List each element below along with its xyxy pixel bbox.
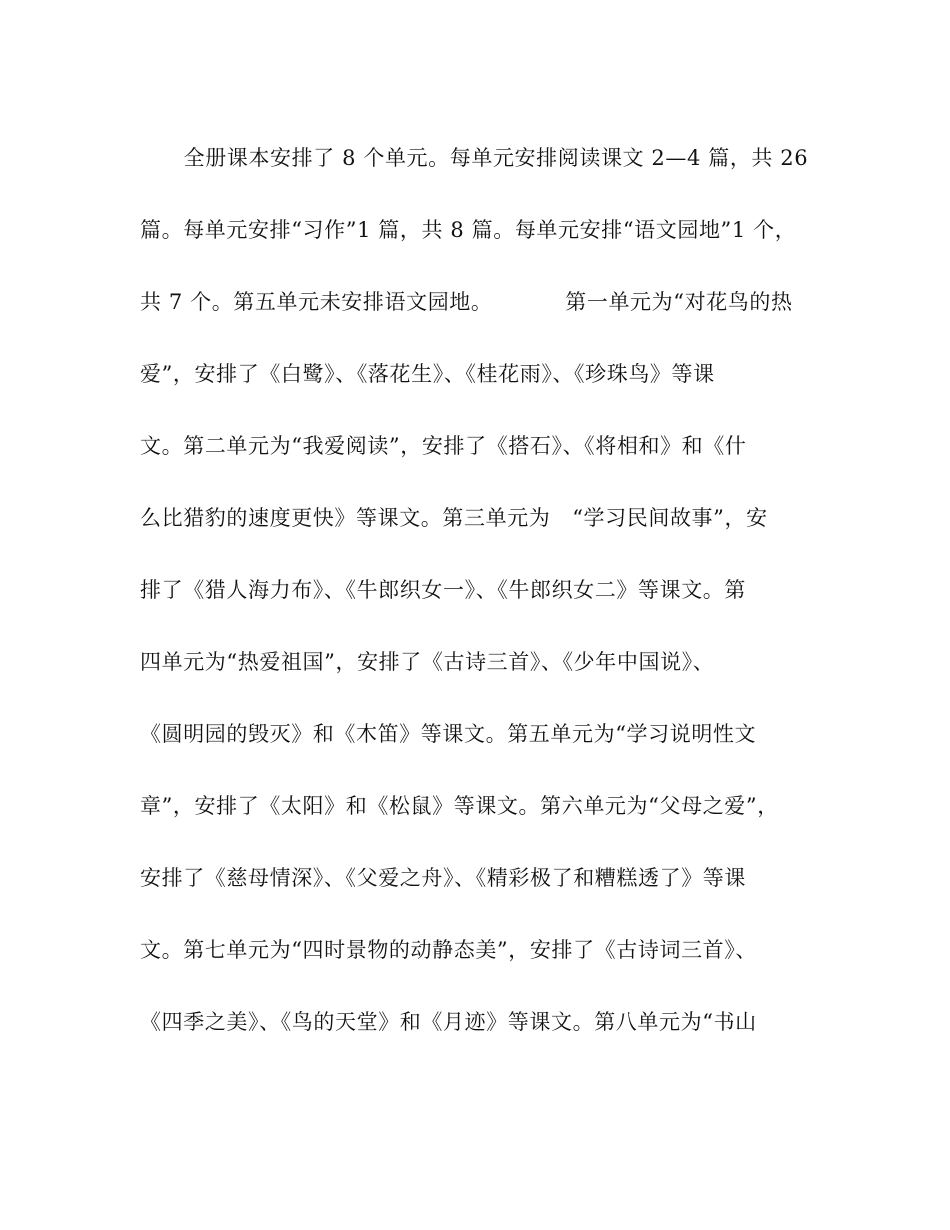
text-line-2: 篇。每单元安排“习作”1 篇，共 8 篇。每单元安排“语文园地”1 个， xyxy=(140,218,797,242)
text-line-12: 文。第七单元为“四时景物的动静态美”，安排了《古诗词三首》、 xyxy=(140,938,757,962)
text-line-5: 文。第二单元为“我爱阅读”，安排了《搭石》、《将相和》和《什 xyxy=(140,434,747,458)
text-line-1: 全册课本安排了 8 个单元。每单元安排阅读课文 2—4 篇，共 26 xyxy=(140,146,809,170)
text-line-10: 章”，安排了《太阳》和《松鼠》等课文。第六单元为“父母之爱”， xyxy=(140,794,779,818)
text-line-13: 《四季之美》、《鸟的天堂》和《月迹》等课文。第八单元为“书山 xyxy=(140,1010,757,1034)
text-line-3: 共 7 个。第五单元未安排语文园地。 第一单元为“对花鸟的热 xyxy=(140,290,793,314)
text-line-6: 么比猎豹的速度更快》等课文。第三单元为 “学习民间故事”，安 xyxy=(140,506,768,530)
text-line-11: 安排了《慈母情深》、《父爱之舟》、《精彩极了和糟糕透了》等课 xyxy=(140,866,746,890)
text-line-8: 四单元为“热爱祖国”，安排了《古诗三首》、《少年中国说》、 xyxy=(140,650,715,674)
text-line-4: 爱”，安排了《白鹭》、《落花生》、《桂花雨》、《珍珠鸟》等课 xyxy=(140,362,715,386)
text-line-7: 排了《猎人海力布》、《牛郎织女一》、《牛郎织女二》等课文。第 xyxy=(140,578,746,602)
text-line-9: 《圆明园的毁灭》和《木笛》等课文。第五单元为“学习说明性文 xyxy=(140,722,757,746)
